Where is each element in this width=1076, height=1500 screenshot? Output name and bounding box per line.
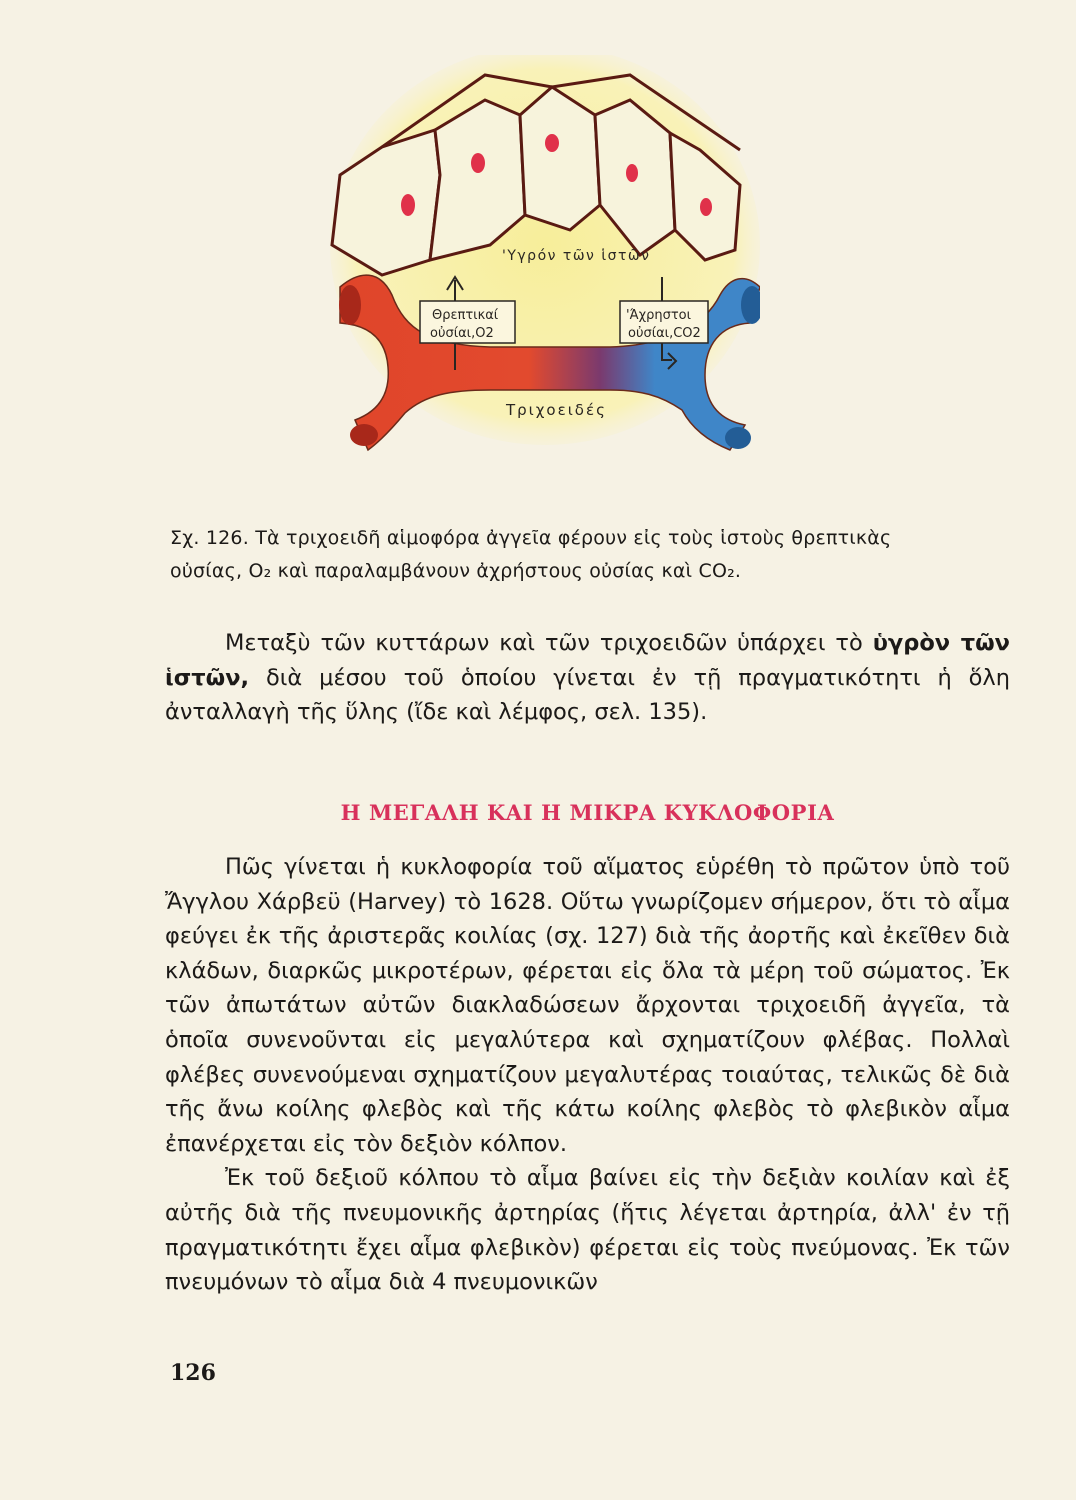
paragraph1-bold-term: ὑγρὸν τῶν ἱστῶν, <box>165 630 1011 691</box>
paragraph1-text-a: Μεταξὺ τῶν κυττάρων καὶ τῶν τριχοειδῶν ὑπάρχει τὸ <box>225 630 873 656</box>
nutrients-label-line2: οὐσίαι,O2 <box>430 326 494 341</box>
tissue-fluid-label: 'Υγρόν τῶν ἱστῶν <box>502 248 651 264</box>
nucleus-1 <box>401 194 415 216</box>
waste-label-line2: οὐσίαι,CO2 <box>628 326 701 341</box>
capillary-diagram <box>320 55 760 475</box>
capillary-exchange-figure <box>320 55 760 475</box>
caption-line-2: οὐσίας, O₂ καὶ παραλαμβάνουν ἀχρήστους οὐσίας καὶ CO₂. <box>170 560 742 582</box>
waste-label-line1: 'Άχρηστοι <box>626 308 691 323</box>
cell-1 <box>332 130 440 275</box>
paragraph1-text-b: διὰ μέσου τοῦ ὁποίου γίνεται ἐν τῇ πραγματικότητι ἡ ὅλη ἀνταλλαγὴ τῆς ὕλης (ἴδε καὶ λέμφος, σελ. 135). <box>165 664 1010 726</box>
nucleus-4 <box>626 164 638 182</box>
paragraph-pulmonary: Ἐκ τοῦ δεξιοῦ κόλπου τὸ αἷμα βαίνει εἰς τὴν δεξιὰν κοιλίαν καὶ ἐξ αὐτῆς διὰ τῆς πνευμονικῆς ἀρτηρίας (ἥτις λέγεται ἀρτηρία, ἀλλ' ἐν τῇ πραγματικότητι ἔχει αἷμα φλεβικὸν) φέρεται εἰς τοὺς πνεύμονας. Ἐκ τῶν πνευμόνων τὸ αἷμα διὰ 4 πνευμονικῶν <box>165 1165 1010 1296</box>
figure-caption <box>170 522 1010 588</box>
vessel-opening-artery-bottom <box>350 424 378 446</box>
capillary-label: Τριχοειδές <box>506 401 607 419</box>
paragraph-tissue-fluid <box>165 626 1010 730</box>
paragraph-harvey: Πῶς γίνεται ἡ κυκλοφορία τοῦ αἵματος εὑρέθη τὸ πρῶτον ὑπὸ τοῦ Ἄγγλου Χάρβεϋ (Harvey) τὸ 1628. Οὕτω γνωρίζομεν σήμερον, ὅτι τὸ αἷμα φεύγει ἐκ τῆς ἀριστερᾶς κοιλίας (σχ. 127) διὰ τῆς ἀορτῆς καὶ ἐκεῖθεν διὰ κλάδων, διαρκῶς μικροτέρων, φέρεται εἰς ὅλα τὰ μέρη τοῦ σώματος. Ἐκ τῶν ἀπωτάτων αὐτῶν διακλαδώσεων ἄρχονται τριχοειδῆ ἀγγεῖα, τὰ ὁποῖα συνενοῦνται εἰς μεγαλύτερα καὶ σχηματίζουν φλέβας. Πολλαὶ φλέβες συνενούμεναι σχηματίζουν μεγαλυτέρας τοιαύτας, τελικῶς δὲ διὰ τῆς ἄνω κοίλης φλεβὸς καὶ τῆς κάτω κοίλης φλεβὸς τὸ φλεβικὸν αἷμα ἐπανέρχεται εἰς τὸν δεξιὸν κόλπον. <box>165 854 1010 1157</box>
section-heading: Η ΜΕΓΑΛΗ ΚΑΙ Η ΜΙΚΡΑ ΚΥΚΛΟΦΟΡΙΑ <box>340 800 835 825</box>
nucleus-2 <box>471 153 485 173</box>
nucleus-5 <box>700 198 712 216</box>
nucleus-3 <box>545 134 559 152</box>
page-number: 126 <box>170 1360 216 1386</box>
nutrients-label-line1: Θρεπτικαί <box>432 308 499 323</box>
caption-line-1: Σχ. 126. Τὰ τριχοειδῆ αἱμοφόρα ἀγγεῖα φέρουν εἰς τοὺς ἱστοὺς θρεπτικὰς <box>170 527 892 549</box>
vessel-opening-vein-bottom <box>725 427 751 449</box>
circulation-text <box>165 850 1010 1300</box>
vessel-opening-artery-top <box>339 285 361 325</box>
